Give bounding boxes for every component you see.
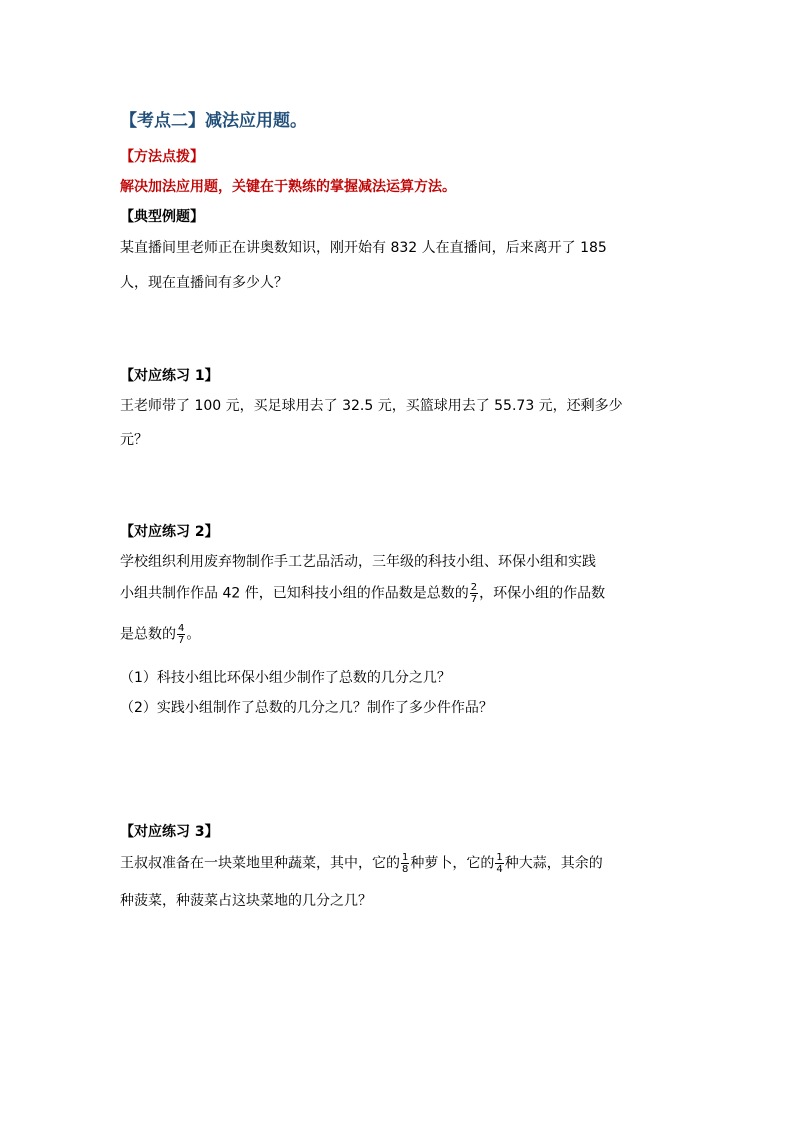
practice1-label: 【对应练习 1】 xyxy=(120,368,219,384)
example-label: 【典型例题】 xyxy=(120,209,204,225)
practice2-line-3-text-a: 是总数的 xyxy=(120,626,176,643)
method-text: 解决加法应用题，关键在于熟练的掌握减法运算方法。 xyxy=(120,179,456,195)
heading-title: 减法应用题。 xyxy=(205,111,307,131)
practice3-line-1-text-c: 种大蒜，其余的 xyxy=(504,855,603,872)
practice2-line-1: 学校组织利用废弃物制作手工艺品活动，三年级的科技小组、环保小组和实践 xyxy=(120,554,596,570)
fraction-denominator: 7 xyxy=(178,635,185,646)
practice2-question-2: （2）实践小组制作了总数的几分之几？制作了多少件作品？ xyxy=(120,700,493,716)
method-label: 【方法点拨】 xyxy=(120,149,204,165)
practice3-line-1 xyxy=(120,852,603,875)
heading-bracket: 【考点二】 xyxy=(120,111,205,131)
fraction-numerator: 1 xyxy=(496,852,503,863)
section-heading xyxy=(120,106,307,131)
fraction-one-quarter xyxy=(495,852,503,875)
practice2-question-1: （1）科技小组比环保小组少制作了总数的几分之几？ xyxy=(120,670,451,686)
fraction-two-sevenths xyxy=(470,582,478,605)
fraction-four-sevenths xyxy=(177,623,185,646)
practice2-line-2-text-b: ，环保小组的作品数 xyxy=(479,585,606,602)
practice2-label: 【对应练习 2】 xyxy=(120,524,219,540)
fraction-numerator: 1 xyxy=(402,852,409,863)
practice3-label: 【对应练习 3】 xyxy=(120,824,219,840)
fraction-denominator: 8 xyxy=(402,864,409,875)
fraction-numerator: 4 xyxy=(178,623,185,634)
practice2-line-3 xyxy=(120,623,200,646)
practice2-line-3-text-b: 。 xyxy=(186,626,201,643)
fraction-denominator: 4 xyxy=(496,864,503,875)
practice2-line-2-text-a: 小组共制作作品 42 件，已知科技小组的作品数是总数的 xyxy=(120,585,469,602)
practice3-line-2: 种菠菜，种菠菜占这块菜地的几分之几？ xyxy=(120,893,372,909)
fraction-numerator: 2 xyxy=(470,582,478,593)
fraction-denominator: 7 xyxy=(470,594,478,605)
example-line-1: 某直播间里老师正在讲奥数知识，刚开始有 832 人在直播间，后来离开了 185 xyxy=(120,240,607,256)
practice1-line-1: 王老师带了 100 元，买足球用去了 32.5 元，买篮球用去了 55.73 元，还剩多少 xyxy=(120,398,623,414)
practice2-line-2 xyxy=(120,582,605,605)
practice3-line-1-text-a: 王叔叔准备在一块菜地里种蔬菜，其中，它的 xyxy=(120,855,400,872)
practice1-line-2: 元？ xyxy=(120,432,148,448)
fraction-one-eighth xyxy=(401,852,409,875)
practice3-line-1-text-b: 种萝卜，它的 xyxy=(410,855,495,872)
example-line-2: 人，现在直播间有多少人？ xyxy=(120,275,288,291)
